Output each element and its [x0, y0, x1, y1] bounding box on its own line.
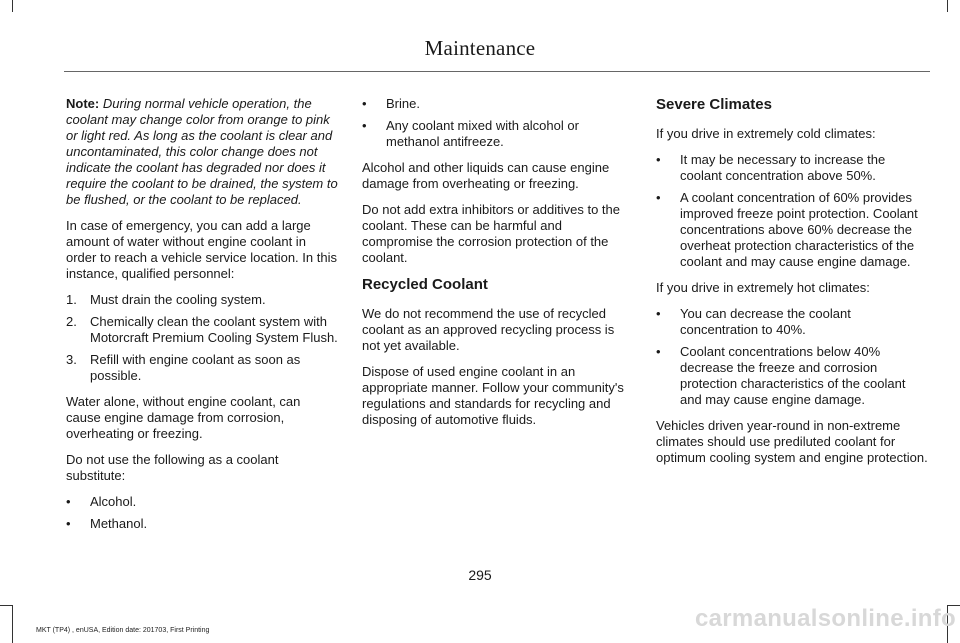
bullet: •	[362, 96, 367, 111]
step-number: 1.	[66, 292, 77, 307]
numbered-steps	[66, 292, 338, 384]
header-divider	[64, 71, 930, 72]
list-item	[66, 292, 338, 308]
water-paragraph: Water alone, without engine coolant, can cause engine damage from corrosion, overheating or freezing.	[66, 394, 301, 441]
step-text: Must drain the cooling system.	[90, 292, 266, 307]
step-number: 3.	[66, 352, 77, 367]
page-number: 295	[468, 567, 492, 583]
severe-climates-heading: Severe Climates	[656, 96, 772, 113]
substitute-bullets-cont	[362, 96, 632, 150]
bullet: •	[656, 152, 661, 167]
crop-mark-top-left	[12, 0, 13, 12]
hot-bullets	[656, 306, 930, 408]
substitute-bullets	[66, 494, 338, 532]
list-item	[66, 516, 338, 532]
list-item	[656, 344, 930, 408]
watermark-logo: carmanualsonline.info	[695, 605, 957, 632]
list-item	[656, 306, 930, 338]
column-1	[66, 96, 338, 542]
list-item	[656, 190, 930, 270]
liquids-paragraph: Alcohol and other liquids can cause engine damage from overheating or freezing.	[362, 160, 610, 191]
cold-bullets	[656, 152, 930, 270]
bullet-text: Alcohol.	[90, 494, 137, 509]
page-title: Maintenance	[424, 36, 536, 60]
year-round-paragraph: Vehicles driven year-round in non-extreme climates should use prediluted coolant for optimum cooling system and engine protection.	[656, 418, 928, 465]
recycled-coolant-heading: Recycled Coolant	[362, 276, 488, 293]
bullet-text: Any coolant mixed with alcohol or methanol antifreeze.	[386, 118, 579, 149]
bullet-text: Brine.	[386, 96, 420, 111]
recycled-paragraph: We do not recommend the use of recycled coolant as an approved recycling process is not yet available.	[362, 306, 615, 353]
list-item	[656, 152, 930, 184]
step-text: Chemically clean the coolant system with Motorcraft Premium Cooling System Flush.	[90, 314, 338, 345]
bullet: •	[656, 344, 661, 359]
bullet: •	[66, 494, 71, 509]
note-label: Note:	[66, 96, 100, 111]
bullet: •	[656, 190, 661, 205]
bullet: •	[656, 306, 661, 321]
dispose-paragraph: Dispose of used engine coolant in an appropriate manner. Follow your community's regulations and standards for recycling and disposing of automotive fluids.	[362, 364, 624, 427]
list-item	[362, 118, 632, 150]
note-text: During normal vehicle operation, the coolant may change color from orange to pink or light red. As long as the coolant is clear and uncontaminated, this color change does not indicate the coolant has degraded nor does it require the coolant to be drained, the system to be flushed, or the coolant to be replaced.	[66, 96, 338, 207]
bullet-text: Coolant concentrations below 40% decrease the freeze and corrosion protection characteristics of the coolant and may cause engine damage.	[680, 344, 906, 407]
bullet-text: A coolant concentration of 60% provides improved freeze point protection. Coolant concentrations above 60% decrease the overheat protection characteristics of the coolant and may cause engine damage.	[680, 190, 918, 269]
list-item	[362, 96, 632, 112]
hot-intro: If you drive in extremely hot climates:	[656, 280, 870, 295]
bullet: •	[66, 516, 71, 531]
bullet-text: Methanol.	[90, 516, 148, 531]
note-paragraph	[66, 96, 338, 208]
column-2	[362, 96, 632, 438]
footer-edition: MKT (TP4) , enUSA, Edition date: 201703, First Printing	[36, 627, 210, 634]
list-item	[66, 314, 338, 346]
crop-mark-bottom-left-h	[0, 605, 12, 606]
additives-paragraph: Do not add extra inhibitors or additives to the coolant. These can be harmful and compromise the corrosion protection of the coolant.	[362, 202, 620, 265]
step-number: 2.	[66, 314, 77, 329]
crop-mark-top-right	[947, 0, 948, 12]
bullet-text: It may be necessary to increase the coolant concentration above 50%.	[680, 152, 886, 183]
step-text: Refill with engine coolant as soon as possible.	[90, 352, 301, 383]
crop-mark-bottom-left	[12, 605, 13, 643]
cold-intro: If you drive in extremely cold climates:	[656, 126, 876, 141]
bullet-text: You can decrease the coolant concentration to 40%.	[680, 306, 851, 337]
emergency-paragraph: In case of emergency, you can add a large amount of water without engine coolant in order to reach a vehicle service location. In this instance, qualified personnel:	[66, 218, 337, 281]
column-3	[656, 96, 930, 476]
list-item	[66, 494, 338, 510]
list-item	[66, 352, 338, 384]
substitute-paragraph: Do not use the following as a coolant substitute:	[66, 452, 279, 483]
bullet: •	[362, 118, 367, 133]
